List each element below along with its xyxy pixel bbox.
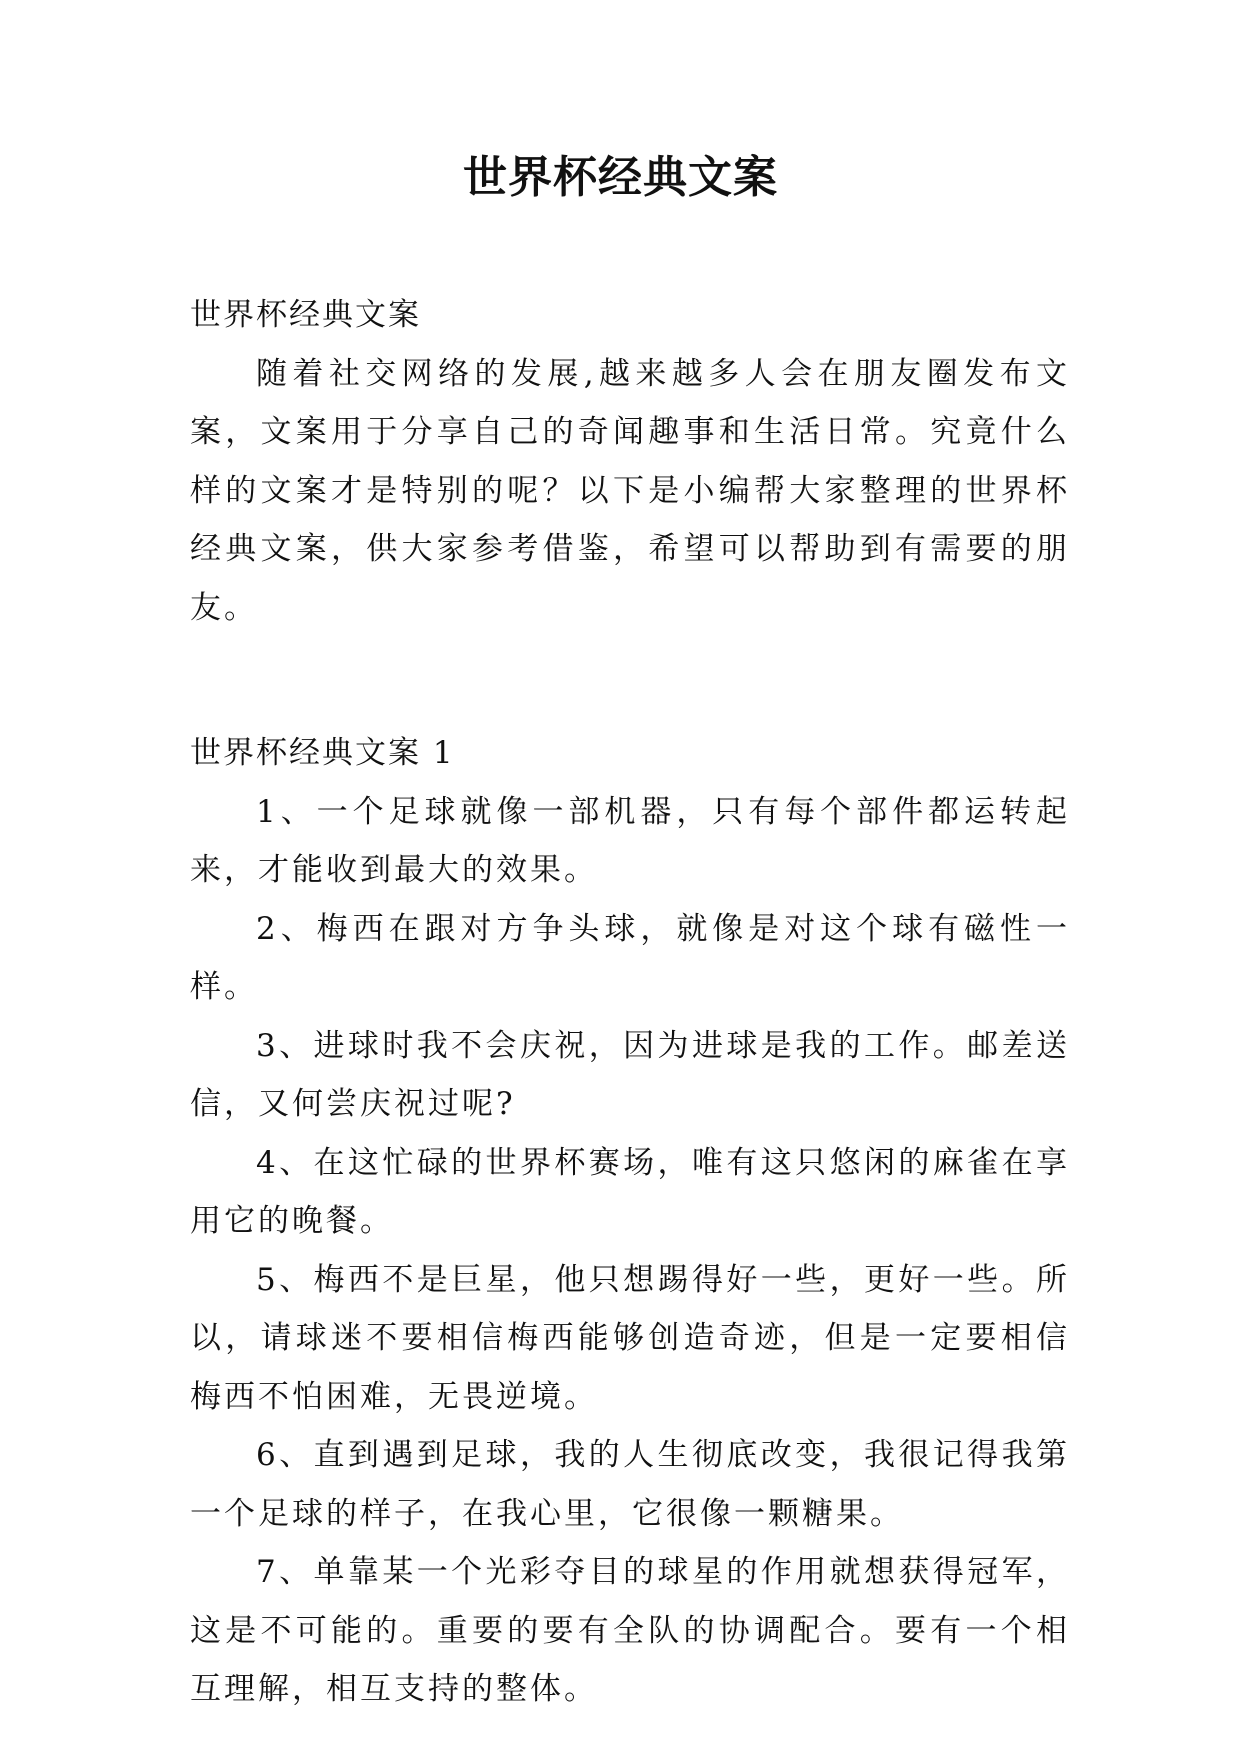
list-item: 5、梅西不是巨星，他只想踢得好一些，更好一些。所以，请球迷不要相信梅西能够创造奇迹，但是一定要相信梅西不怕困难，无畏逆境。 bbox=[190, 1261, 1070, 1415]
list-item: 3、进球时我不会庆祝，因为进球是我的工作。邮差送信，又何尝庆祝过呢? bbox=[190, 1027, 1070, 1122]
list-item: 7、单靠某一个光彩夺目的球星的作用就想获得冠军，这是不可能的。重要的要有全队的协调配合。要有一个相互理解，相互支持的整体。 bbox=[190, 1554, 1070, 1707]
list-item: 4、在这忙碌的世界杯赛场，唯有这只悠闲的麻雀在享用它的晚餐。 bbox=[190, 1144, 1070, 1239]
section-heading: 世界杯经典文案 1 bbox=[190, 735, 455, 771]
document-title: 世界杯经典文案 bbox=[463, 152, 778, 203]
intro-paragraph: 随着社交网络的发展,越来越多人会在朋友圈发布文案，文案用于分享自己的奇闻趣事和生活日常。究竟什么样的文案才是特别的呢？以下是小编帮大家整理的世界杯经典文案，供大家参考借鉴，希望可以帮助到有需要的朋友。 bbox=[190, 355, 1070, 626]
document-body bbox=[190, 286, 1070, 1719]
list-item: 6、直到遇到足球，我的人生彻底改变，我很记得我第一个足球的样子，在我心里，它很像一颗糖果。 bbox=[190, 1437, 1070, 1532]
list-item: 1、一个足球就像一部机器，只有每个部件都运转起来，才能收到最大的效果。 bbox=[190, 793, 1070, 888]
section-spacer bbox=[190, 637, 1070, 724]
list-item: 2、梅西在跟对方争头球，就像是对这个球有磁性一样。 bbox=[190, 910, 1070, 1005]
subtitle: 世界杯经典文案 bbox=[190, 297, 421, 333]
